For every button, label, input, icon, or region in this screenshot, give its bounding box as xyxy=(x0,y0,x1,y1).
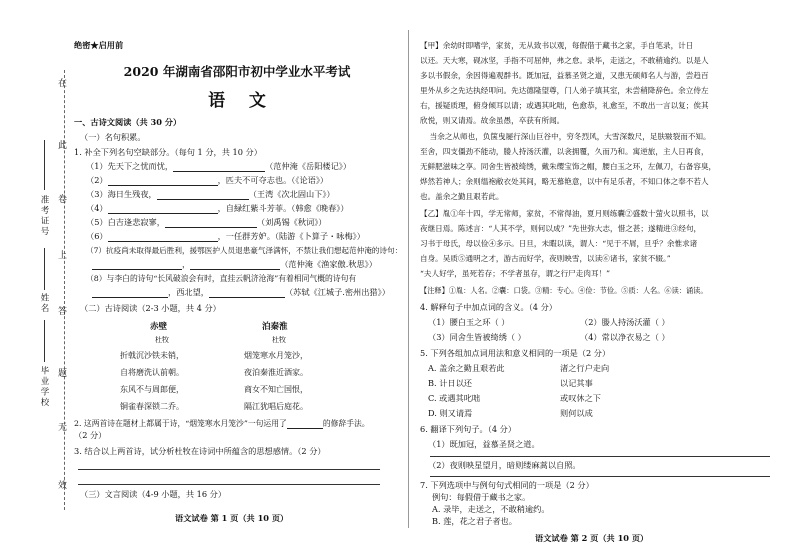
question-5-option[interactable]: D. 则又请焉 xyxy=(428,408,473,418)
question-5-option-pair: 或叹休之下 xyxy=(560,393,601,403)
seal-char: 上 xyxy=(58,251,68,261)
passage-line: 烨然若神人；余则缊袍敝衣处其间，略无慕艳意，以中有足乐者，不知口体之奉不若人 xyxy=(420,177,709,186)
question-5-option[interactable]: A. 盖余之勤且艰若此 xyxy=(428,363,505,373)
poem-title: 泊秦淮 xyxy=(262,322,288,332)
passage-line: “夫人好学，虽死若存；不学者虽存，谓之行尸走肉耳！” xyxy=(420,269,611,278)
exam-title: 2020 年湖南省邵阳市初中学业水平考试 xyxy=(123,64,351,79)
fill-item xyxy=(86,175,328,186)
poem-line: 折戟沉沙铁未销， xyxy=(120,351,184,360)
seal-char: 题 xyxy=(58,369,68,379)
question-4-item: （1）腰白玉之环（ ） xyxy=(428,317,510,327)
question-1-7-line: ， （范仲淹《渔家傲.秋思》） xyxy=(92,259,377,270)
passage-line: 至舍，四支僵劲不能动，媵人持汤沃灌，以衾拥覆，久而乃和。寓逆旅，主人日再食， xyxy=(420,147,709,156)
question-7-example: 例句：每假借于藏书之家。 xyxy=(432,492,531,502)
name-label: 姓名 xyxy=(39,293,49,314)
seal-char: 效 xyxy=(58,481,68,491)
school-label: 毕业学校 xyxy=(39,366,49,408)
question-4-item: （3）同舍生皆被绮绣（ ） xyxy=(428,332,526,342)
fill-item-suffix: （王湾《次北固山下》） xyxy=(248,189,335,199)
question-7-option[interactable]: B. 莲，花之君子者也。 xyxy=(432,516,517,526)
answer-line[interactable] xyxy=(430,476,770,477)
question-2-score: （2 分） xyxy=(74,430,107,440)
poem-line: 商女不知亡国恨， xyxy=(244,385,308,394)
fill-item-suffix: （范仲淹《岳阳楼记》） xyxy=(265,161,352,171)
answer-blank[interactable] xyxy=(108,204,218,214)
question-5-option-pair: 以记其事 xyxy=(560,378,593,388)
binding-line xyxy=(64,70,65,510)
section-heading: 一、古诗文阅读（共 30 分） xyxy=(74,117,182,127)
page-divider xyxy=(408,30,409,528)
question-4: 4. 解释句子中加点词的含义。（4 分） xyxy=(420,302,557,312)
seal-char: 此 xyxy=(58,141,68,151)
answer-blank[interactable] xyxy=(190,260,280,270)
answer-blank[interactable] xyxy=(92,260,182,270)
question-1-8-line xyxy=(92,287,390,298)
subsection-heading: （一）名句积累。 xyxy=(80,132,146,142)
subject-title: 语 文 xyxy=(208,91,266,111)
seal-char: 卷 xyxy=(58,195,68,205)
answer-blank[interactable] xyxy=(173,162,265,172)
seal-char: 答 xyxy=(58,307,68,317)
poem-line: 铜雀春深锁二乔。 xyxy=(120,402,184,411)
school-line xyxy=(44,320,45,362)
poem-line: 隔江犹唱后庭花。 xyxy=(244,402,308,411)
fill-item xyxy=(86,161,351,172)
fill-item xyxy=(86,231,365,242)
answer-line[interactable] xyxy=(78,469,380,470)
source-note: （苏轼《江城子.密州出猎》） xyxy=(284,287,390,297)
question-4-item: （2）媵人持汤沃灌（ ） xyxy=(580,317,670,327)
fill-item-prefix: （5）白吉逢悲寂寥， xyxy=(86,217,165,227)
answer-blank[interactable] xyxy=(287,419,323,429)
answer-line[interactable] xyxy=(78,484,380,485)
question-4-item: （4）常以净衣易之（ ） xyxy=(580,332,670,342)
poem-line: 东风不与周郎便， xyxy=(120,385,184,394)
passage-line: 当余之从师也，负箧曳屣行深山巨谷中，穷冬烈风，大雪深数尺，足肤皲裂而不知。 xyxy=(420,132,711,141)
annotation-note: 【注释】①胤：人名。②囊：口袋。③精：专心。④俭：节俭。⑤质：人名。⑥读：诵读。 xyxy=(420,286,708,295)
page-footer: 语文试卷 第 2 页（共 10 页） xyxy=(535,533,649,543)
fill-item-suffix: ，匹夫不可夺志也。（《论语》） xyxy=(217,175,329,185)
passage-line: 自身。吴质⑤通明之才，游古而好学，夜则映雪，以读⑥诸书，家贫不辍。” xyxy=(420,254,671,263)
passage-line: 以还。天大寒，砚冰坚，手指不可屈伸，弗之怠。录毕，走送之，不敢稍逾约。以是人 xyxy=(420,56,709,65)
question-5: 5. 下列各组加点词用法和意义相同的一项是（2 分） xyxy=(420,348,611,358)
poem-line: 夜泊秦淮近酒家。 xyxy=(244,368,308,377)
answer-blank[interactable] xyxy=(209,288,285,298)
fill-item-prefix: （2） xyxy=(86,175,108,185)
seal-char: 无 xyxy=(58,423,68,433)
fill-item-prefix: （1）先天下之忧而忧， xyxy=(86,161,174,171)
fill-item-suffix: ，一任群芳妒。（陆游《卜算子・咏梅》） xyxy=(217,231,365,241)
question-1-8: （8）与李白的诗句“长风破浪会有时，直挂云帆济沧海”有着相同气概的诗句有 xyxy=(86,274,357,283)
fill-item-suffix: （刘禹锡《秋词》） xyxy=(256,217,327,227)
question-5-option-pair: 渚之行户走向 xyxy=(560,363,610,373)
fill-item-prefix: （3）海日生残夜， xyxy=(86,189,157,199)
poem-line: 烟笼寒水月笼沙， xyxy=(244,351,308,360)
question-6: 6. 翻译下列句子。（4 分） xyxy=(420,424,517,434)
answer-line[interactable] xyxy=(430,456,770,457)
fill-item xyxy=(86,189,335,200)
answer-blank[interactable] xyxy=(108,176,218,186)
exam-number-label: 准考证号 xyxy=(39,195,49,237)
passage-line: 多以书假余，余因得遍观群书。既加冠，益慕圣贤之道，又患无硕师名人与游，尝趋百 xyxy=(420,71,709,80)
passage-line: 无鲜肥滋味之享。同舍生皆被绮绣，戴朱缨宝饰之帽，腰白玉之环，左佩刀，右备容臭， xyxy=(420,162,717,171)
answer-blank[interactable] xyxy=(165,218,257,228)
passage-line: 习书于母氏，母以俭④多示。日旦，未暇以读，谓人：“见于不屑，旦乎？余惟求诸 xyxy=(420,239,698,248)
question-5-option[interactable]: C. 或遇其叱咄 xyxy=(428,393,481,403)
question-5-option[interactable]: B. 计日以还 xyxy=(428,378,472,388)
passage-line: 也。盖余之勤且艰若此。 xyxy=(420,192,504,201)
subsection-heading: （二）古诗阅读（2-3 小题，共 4 分） xyxy=(80,303,221,313)
passage-line: 里外从乡之先达执经叩问。先达德隆望尊，门人弟子填其室，未尝稍降辞色。余立侍左 xyxy=(420,86,709,95)
fill-item-prefix: （6） xyxy=(86,231,108,241)
answer-blank[interactable] xyxy=(92,288,168,298)
question-2-suffix: 的修辞手法。 xyxy=(322,419,370,428)
page-footer: 语文试卷 第 1 页（共 10 页） xyxy=(175,513,289,523)
subsection-heading: （三）文言阅读（4-9 小题，共 16 分） xyxy=(80,489,227,499)
poem-author: 杜牧 xyxy=(272,336,286,344)
passage-line: 【乙】胤①年十四，学无常师，家贫，不常得油，夏月则练囊②盛数十萤火以照书，以 xyxy=(420,209,709,218)
source-note: （范仲淹《渔家傲.秋思》） xyxy=(280,259,377,269)
question-1-7: （7）抗疫尚未取得最后胜利，援鄂医护人员退患豪气泽满怀，不禁让我们想起范仲淹的诗句： xyxy=(86,246,403,255)
fill-item xyxy=(86,217,327,228)
seal-char: 在 xyxy=(58,79,68,89)
fill-item xyxy=(86,203,349,214)
fill-item-suffix: ，自緑红紫斗芳菲。（韩愈《晚春》） xyxy=(217,203,349,213)
answer-blank[interactable] xyxy=(157,190,249,200)
question-5-option-pair: 则何以成 xyxy=(560,408,593,418)
question-6-item: （1）既加冠，益慕圣贤之道。 xyxy=(428,439,540,449)
passage-line: 欣悦，则又请焉。故余虽愚，卒获有所闻。 xyxy=(420,116,565,125)
poem-title: 赤壁 xyxy=(150,322,168,332)
question-7-option[interactable]: A. 录毕，走送之，不敢稍逾约。 xyxy=(432,504,550,514)
question-2 xyxy=(74,418,370,429)
question-7: 7. 下列选项中与例句句式相同的一项是（2 分） xyxy=(420,480,594,490)
question-6-item: （2）夜则映星望月，暗则缕麻蒿以自照。 xyxy=(428,460,581,470)
question-2-text: 2. 这两首诗在题材上都属于诗，“烟笼寒水月笼沙”一句运用了 xyxy=(74,419,287,428)
fill-middle: ，西北望， xyxy=(168,287,209,297)
poem-author: 杜牧 xyxy=(155,336,169,344)
fill-item-prefix: （4） xyxy=(86,203,108,213)
question-3: 3. 结合以上两首诗，试分析杜牧在诗词中所蕴含的思想感情。（2 分） xyxy=(74,446,326,456)
passage-line: 右，援疑质理，俯身倾耳以请；或遇其叱咄，色愈恭，礼愈至，不敢出一言以复；俟其 xyxy=(420,101,709,110)
name-line xyxy=(44,248,45,290)
passage-line: 夜继日焉。陈述言：“人其不学，则何以成？”先世弥大志，惜之甚；遂精进③经句， xyxy=(420,224,702,233)
question-1: 1. 补全下列名句空缺部分。（每句 1 分，共 10 分） xyxy=(74,147,262,157)
passage-line: 【甲】余幼时即嗜学，家贫，无从致书以观，每假借于藏书之家，手自笔录，计日 xyxy=(420,41,694,50)
exam-number-line xyxy=(44,140,45,190)
answer-blank[interactable] xyxy=(108,232,218,242)
confidential-label: 绝密★启用前 xyxy=(74,40,124,50)
poem-line: 自将磨洗认前朝。 xyxy=(120,368,184,377)
